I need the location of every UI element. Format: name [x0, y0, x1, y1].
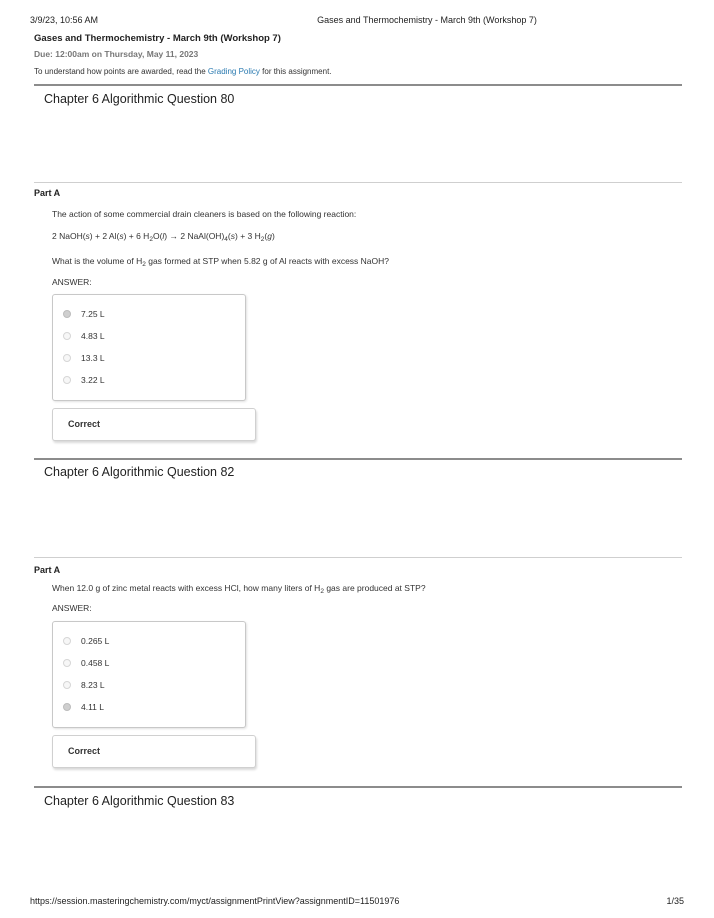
print-header — [30, 15, 684, 29]
grading-prefix: To understand how points are awarded, read the — [34, 67, 208, 76]
result-status: Correct — [68, 419, 101, 429]
chapter-title-q82: Chapter 6 Algorithmic Question 82 — [44, 465, 235, 479]
part-divider — [34, 557, 682, 558]
assignment-title: Gases and Thermochemistry - March 9th (Workshop 7) — [34, 33, 281, 44]
grading-policy-line — [34, 67, 332, 76]
section-divider — [34, 84, 682, 86]
section-divider — [34, 786, 682, 788]
reaction-equation: 2 NaOH(s) + 2 Al(s) + 6 $H_2O(l) \to 2$ $NaAl(OH)_4(s) + 3$ $H_2(g)$ — [52, 231, 275, 243]
page-number: 1/35 — [666, 896, 684, 906]
answer-label-q82: ANSWER: — [52, 603, 92, 613]
question-text-q80: What is the volume of $H_2$ gas formed at STP when 5.82 g of Al reacts with excess NaOH? — [52, 256, 390, 268]
question-intro-q80: The action of some commercial drain cleaners is based on the following reaction: — [52, 209, 357, 219]
radio-icon[interactable] — [63, 376, 71, 384]
grading-suffix: for this assignment. — [259, 67, 332, 76]
answer-choices-q80: 7.25 L 4.83 L 13.3 L 3.22 L — [52, 294, 246, 401]
radio-icon[interactable] — [63, 659, 71, 667]
part-label-q80: Part A — [34, 188, 61, 198]
radio-selected-icon[interactable] — [63, 310, 71, 318]
radio-icon[interactable] — [63, 332, 71, 340]
part-label-q82: Part A — [34, 565, 61, 575]
assignment-due-date: Due: 12:00am on Thursday, May 11, 2023 — [34, 49, 199, 59]
chapter-title-q80: Chapter 6 Algorithmic Question 80 — [44, 92, 235, 106]
part-divider — [34, 182, 682, 183]
radio-icon[interactable] — [63, 637, 71, 645]
result-box-q82 — [52, 735, 256, 768]
radio-icon[interactable] — [63, 354, 71, 362]
result-status: Correct — [68, 746, 101, 756]
print-footer — [30, 896, 684, 908]
page-url: https://session.masteringchemistry.com/myct/assignmentPrintView?assignmentID=11501976 — [30, 896, 400, 906]
question-text-q82: When 12.0 g of zinc metal reacts with excess HCl, how many liters of $H_2$ gas are produced at STP? — [52, 583, 426, 595]
answer-label-q80: ANSWER: — [52, 277, 92, 287]
grading-policy-link[interactable]: Grading Policy — [207, 67, 260, 76]
section-divider — [34, 458, 682, 460]
radio-icon[interactable] — [63, 681, 71, 689]
print-title: Gases and Thermochemistry - March 9th (Workshop 7) — [317, 15, 537, 25]
print-date: 3/9/23, 10:56 AM — [30, 15, 99, 25]
radio-selected-icon[interactable] — [63, 703, 71, 711]
result-box-q80 — [52, 408, 256, 441]
chapter-title-q83: Chapter 6 Algorithmic Question 83 — [44, 794, 235, 808]
answer-choices-q82: 0.265 L 0.458 L 8.23 L 4.11 L — [52, 621, 246, 728]
